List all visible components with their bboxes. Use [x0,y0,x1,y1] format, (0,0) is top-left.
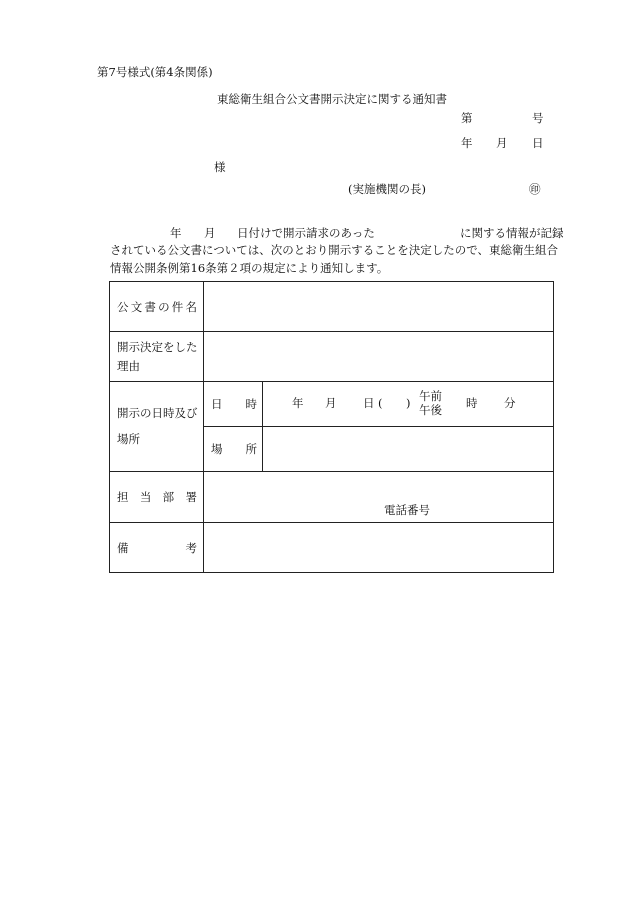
row-disclosure-reason [110,332,554,382]
intro-line-2: されている公文書については、次のとおり開示することを決定したので、東総衛生組合 [110,243,559,257]
dt-paren-open: ( [378,396,383,410]
dt-am-label: 午前 [419,389,442,403]
place-field[interactable] [263,427,554,472]
document-number-prefix: 第 [461,111,473,125]
intro-year-label: 年 [170,226,182,240]
department-label: 担 当 部 署 [110,472,204,523]
dt-hour-label: 時 [466,396,478,410]
dt-month-label: 月 [325,396,337,410]
phone-number-label: 電話番号 [384,503,430,517]
row-department [110,472,554,523]
form-number-label: 第7号様式(第4条関係) [97,65,213,79]
issue-date-year-label: 年 [461,136,473,150]
dt-minute-label: 分 [504,396,516,410]
remarks-field[interactable] [204,523,554,573]
intro-request-text: 日付けで開示請求のあった [237,226,375,240]
intro-line-1 [110,228,570,242]
seal-mark: ㊞ [529,182,541,196]
dt-year-label: 年 [292,396,304,410]
department-field[interactable] [204,472,554,523]
document-name-label: 公 文 書 の 件 名 [110,282,204,332]
disclosure-reason-field[interactable] [204,332,554,382]
dt-day-label: 日 [363,396,375,410]
row-datetime [110,382,554,427]
intro-info-text: に関する情報が記録 [460,226,564,240]
datetime-field[interactable] [263,382,554,427]
dt-pm-label: 午後 [419,403,442,417]
issue-date-month-label: 月 [496,136,508,150]
document-title: 東総衛生組合公文書開示決定に関する通知書 [217,92,447,106]
addressee-suffix: 様 [214,160,226,174]
document-name-field[interactable] [204,282,554,332]
place-sub-label: 場 所 [204,427,263,472]
intro-line-3: 情報公開条例第16条第２項の規定により通知します。 [110,261,389,275]
intro-month-label: 月 [204,226,216,240]
document-number-suffix: 号 [532,111,544,125]
datetime-place-label: 開示の日時及び場所 [110,382,204,472]
disclosure-reason-label: 開示決定をした理由 [110,332,204,382]
notice-table [109,281,554,573]
dt-paren-close: ) [406,396,411,410]
row-document-name [110,282,554,332]
issue-date-day-label: 日 [532,136,544,150]
datetime-sub-label: 日 時 [204,382,263,427]
remarks-label: 備 考 [110,523,204,573]
row-remarks [110,523,554,573]
issuer-label: (実施機関の長) [348,182,426,196]
